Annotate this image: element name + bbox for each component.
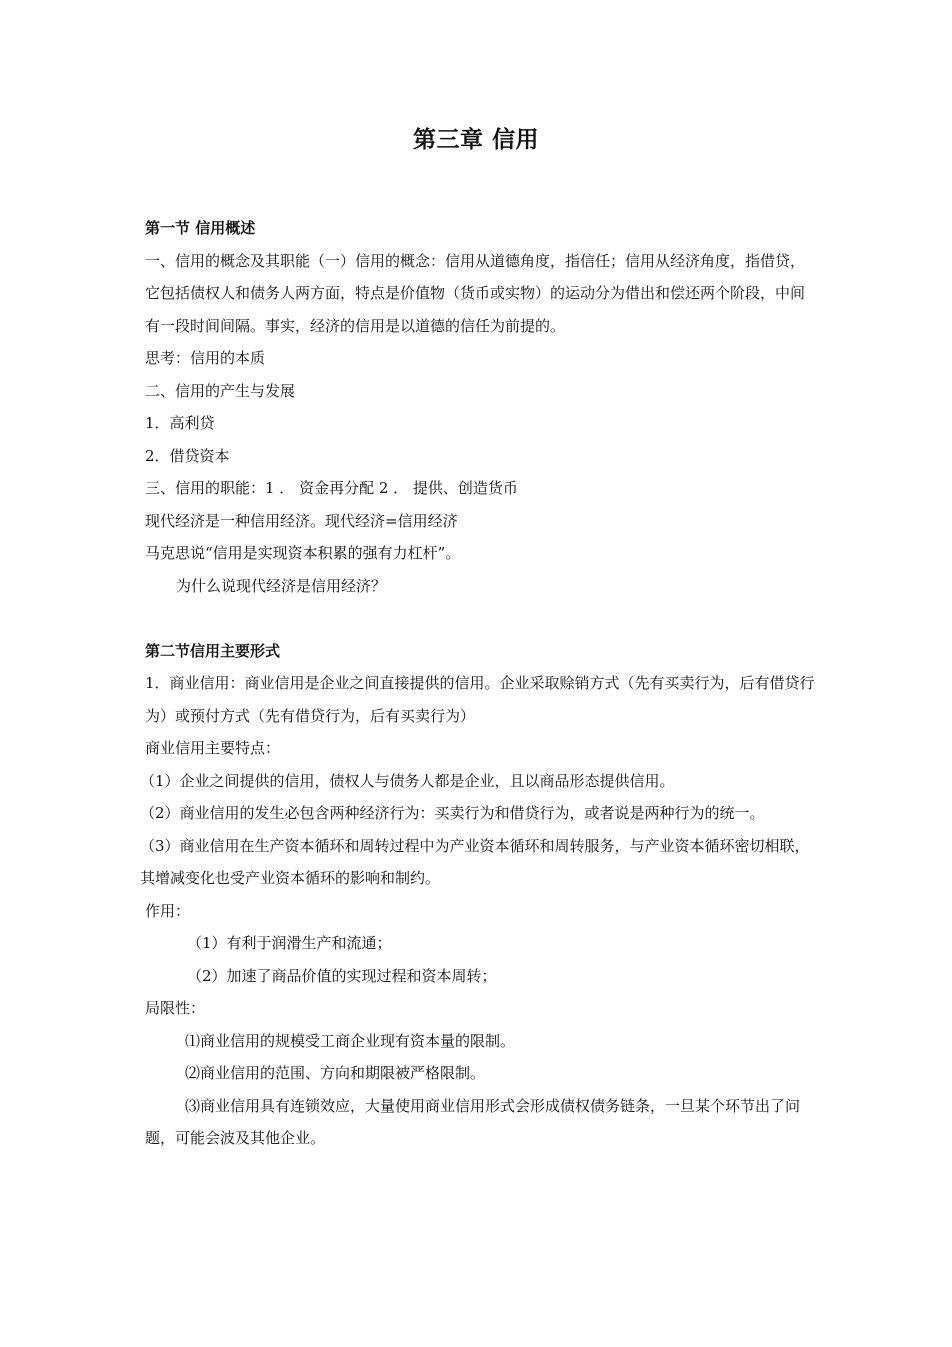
paragraph-origin-development: 二、信用的产生与发展: [145, 381, 296, 400]
feature-item-1: （1）企业之间提供的信用，债权人与债务人都是企业，且以商品形态提供信用。: [140, 771, 675, 790]
chapter-title: 第三章 信用: [412, 127, 539, 153]
paragraph-credit-functions: 三、信用的职能：1 ． 资金再分配 2 ． 提供、创造货币: [145, 479, 518, 497]
paragraph-credit-concept: 一、信用的概念及其职能（一）信用的概念：信用从道德角度，指信任；信用从经济角度，指借贷，它包括债权人和债务人两方面，特点是价值物（货币或实物）的运动分为借出和偿还两个阶段，中间有一段时间间隔。事实，经济的信用是以道德的信任为前提的。: [145, 251, 806, 335]
paragraph-commercial-credit: 1．商业信用：商业信用是企业之间直接提供的信用。企业采取赊销方式（先有买卖行为，后有借贷行为）或预付方式（先有借贷行为，后有买卖行为）: [145, 674, 815, 725]
paragraph-limitations-heading: 局限性：: [145, 999, 206, 1017]
limitation-item-3: ⑶商业信用具有连锁效应，大量使用商业信用形式会形成债权债务链条，一旦某个环节出了问题，可能会波及其他企业。: [145, 1096, 801, 1147]
paragraph-credit-economy: 现代经济是一种信用经济。现代经济=信用经济: [145, 511, 458, 530]
limitation-item-2: ⑵商业信用的范围、方向和期限被严格限制。: [185, 1064, 486, 1082]
section-credit-overview: [145, 212, 815, 602]
paragraph-thinking: 思考：信用的本质: [145, 349, 266, 367]
section-spacer: [145, 602, 815, 635]
list-item-usury: 1．高利贷: [145, 414, 215, 432]
role-item-2: （2）加速了商品价值的实现过程和资本周转；: [187, 966, 497, 985]
role-item-1: （1）有利于润滑生产和流通；: [187, 934, 392, 952]
list-item-loan-capital: 2．借贷资本: [145, 446, 230, 465]
paragraph-features-heading: 商业信用主要特点：: [145, 739, 281, 757]
document-body: [140, 212, 815, 1155]
paragraph-role-heading: 作用：: [145, 901, 191, 920]
feature-item-3: （3）商业信用在生产资本循环和周转过程中为产业资本循环和周转服务，与产业资本循环密切相联，其增减变化也受产业资本循环的影响和制约。: [140, 836, 810, 887]
paragraph-question: 为什么说现代经济是信用经济？: [176, 576, 387, 595]
section-heading: 第一节 信用概述: [145, 219, 256, 237]
section-credit-forms: [140, 635, 815, 1155]
limitation-item-1: ⑴商业信用的规模受工商企业现有资本量的限制。: [185, 1031, 516, 1050]
section-heading: 第二节信用主要形式: [145, 641, 281, 660]
feature-item-2: （2）商业信用的发生必包含两种经济行为：买卖行为和借贷行为，或者说是两种行为的统一。: [140, 804, 765, 822]
paragraph-marx-quote: 马克思说“信用是实现资本积累的强有力杠杆”。: [145, 544, 461, 562]
